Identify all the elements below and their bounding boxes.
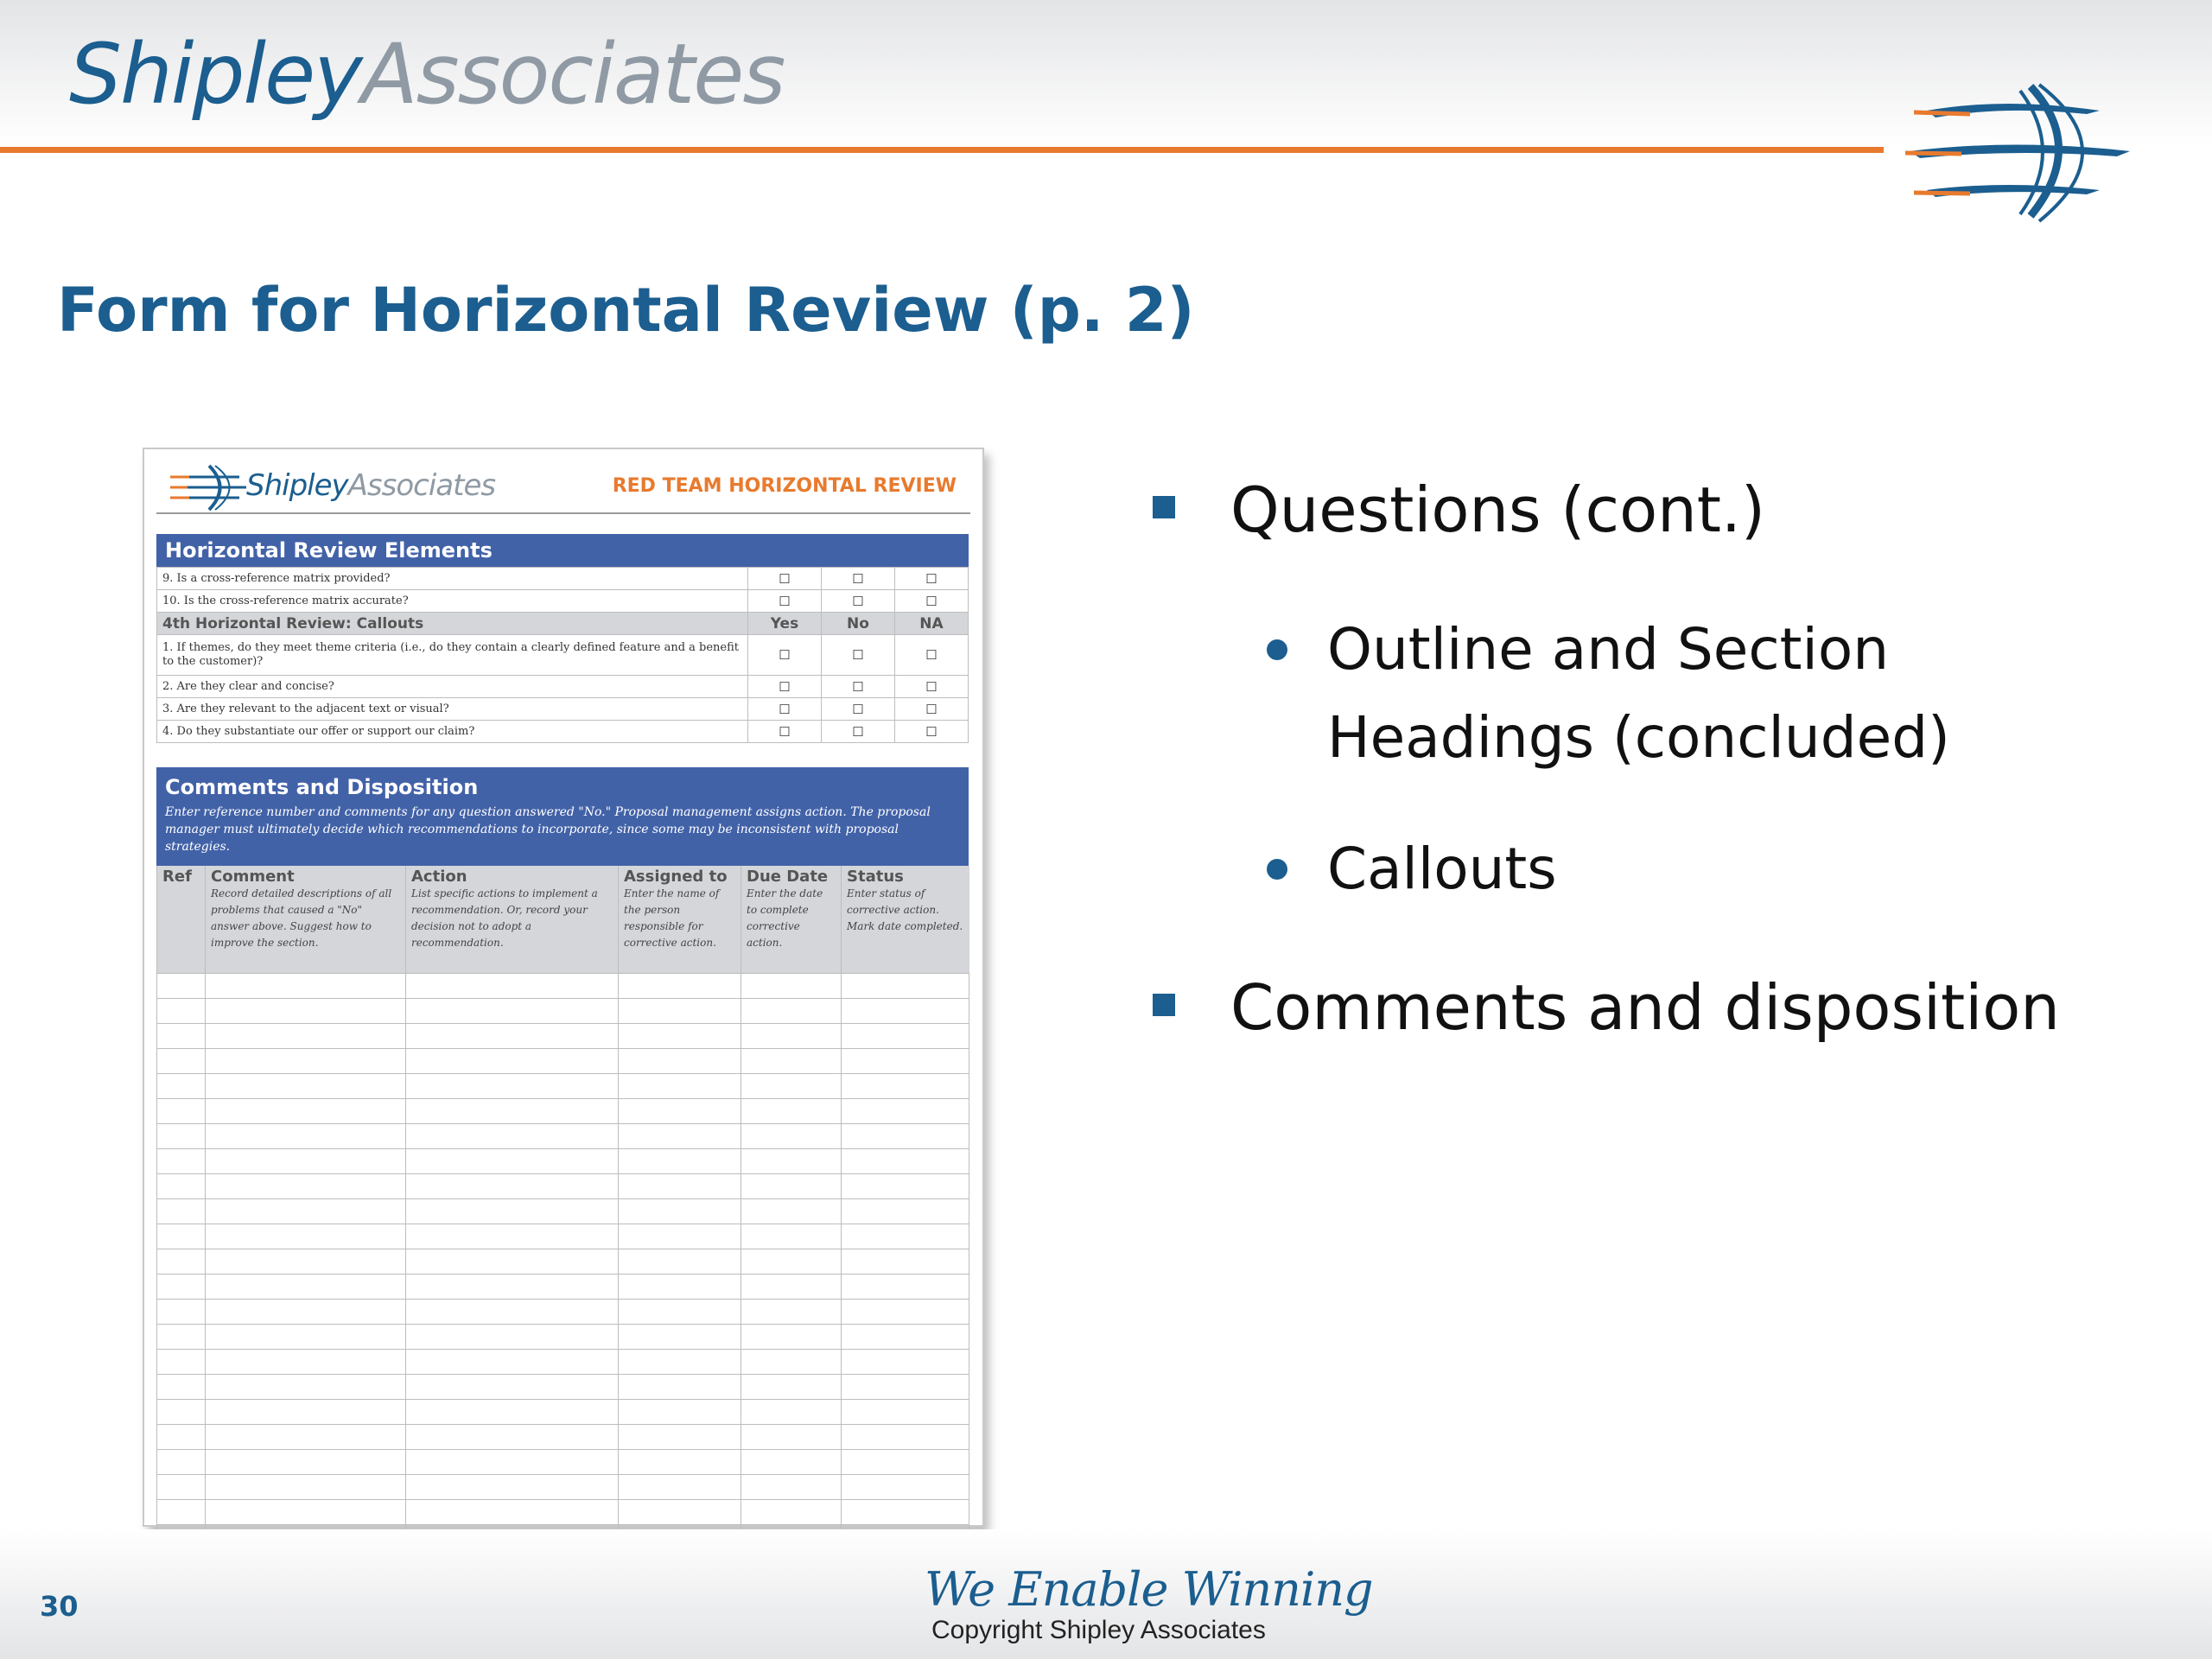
blank-cell [157,1450,206,1475]
slide-title: Form for Horizontal Review (p. 2) [57,275,1195,346]
blank-row [157,1475,969,1500]
questions-table [156,567,969,743]
blank-cell [157,1024,206,1049]
blank-cell [741,1400,842,1425]
blank-cell [206,1274,406,1300]
column-description: Enter the name of the person responsible for corrective action. [624,887,720,949]
blank-row [157,1500,969,1525]
blank-cell [406,1300,619,1325]
column-header: Assigned to [624,868,728,886]
question-text: 1. If themes, do they meet theme criteria (i.e., do they contain a clearly defined feature and a benefit to the customer)? [157,635,748,676]
blank-cell [157,1074,206,1099]
blank-cell [619,1400,741,1425]
comments-body [157,974,969,1550]
blank-cell [619,1224,741,1249]
blank-cell [842,974,969,999]
blank-row [157,1149,969,1174]
blank-row [157,999,969,1024]
blank-cell [741,1024,842,1049]
column-header: Comment [211,868,295,886]
blank-cell [619,1325,741,1350]
column-comment [206,866,406,974]
column-assigned-to [619,866,741,974]
section-title-comments: Comments and Disposition [165,775,479,799]
blank-cell [842,1450,969,1475]
checkbox-no[interactable]: ☐ [822,721,895,743]
blank-cell [741,1099,842,1124]
column-description: Enter status of corrective action. Mark date completed. [847,887,963,932]
blank-cell [206,1049,406,1074]
blank-cell [206,1174,406,1199]
blank-cell [206,1350,406,1375]
blank-cell [206,1124,406,1149]
blank-cell [206,1149,406,1174]
sub-bullet-outline-line2: Headings (concluded) [1327,704,1950,771]
blank-cell [842,1274,969,1300]
blank-cell [741,1375,842,1400]
blank-cell [406,1475,619,1500]
column-header: Ref [162,868,192,886]
blank-cell [406,1049,619,1074]
question-row [157,590,969,613]
checkbox-yes[interactable]: ☐ [748,676,822,698]
section-description-comments: Enter reference number and comments for any question answered "No." Proposal management assigns action. The proposal manager must ultimately decide which recommendations to incorporate, since some may be inconsistent with proposal strategies. [165,805,931,854]
blank-cell [406,1425,619,1450]
blank-cell [157,1400,206,1425]
blank-cell [206,1325,406,1350]
callouts-subheader [157,613,969,635]
blank-cell [741,1425,842,1450]
blank-cell [157,1049,206,1074]
checkbox-na[interactable]: ☐ [895,568,969,590]
blank-cell [619,1124,741,1149]
question-text: 2. Are they clear and concise? [157,676,748,698]
blank-cell [157,1224,206,1249]
header-rule [0,147,1884,153]
blank-row [157,1450,969,1475]
blank-cell [157,974,206,999]
blank-cell [619,1249,741,1274]
blank-cell [619,1475,741,1500]
blank-row [157,1425,969,1450]
blank-cell [741,1149,842,1174]
blank-cell [842,1350,969,1375]
blank-cell [619,1024,741,1049]
blank-cell [157,1124,206,1149]
column-status [842,866,969,974]
checkbox-no[interactable]: ☐ [822,676,895,698]
blank-cell [842,1174,969,1199]
blank-cell [842,1149,969,1174]
blank-cell [157,1475,206,1500]
form-globe-logo-icon [170,461,248,513]
blank-cell [157,1375,206,1400]
form-brand-text [246,468,495,503]
blank-cell [206,1450,406,1475]
blank-cell [842,1325,969,1350]
blank-cell [619,1099,741,1124]
question-text: 9. Is a cross-reference matrix provided? [157,568,748,590]
blank-cell [842,1400,969,1425]
blank-cell [157,1425,206,1450]
blank-row [157,1049,969,1074]
blank-cell [406,1124,619,1149]
checkbox-yes[interactable]: ☐ [748,590,822,613]
blank-row [157,1124,969,1149]
blank-row [157,1274,969,1300]
blank-cell [619,1425,741,1450]
blank-cell [157,1350,206,1375]
blank-cell [157,1149,206,1174]
form-title: RED TEAM HORIZONTAL REVIEW [612,475,957,497]
blank-cell [206,1500,406,1525]
blank-cell [406,1375,619,1400]
blank-cell [842,1425,969,1450]
blank-cell [842,1475,969,1500]
blank-cell [741,1224,842,1249]
blank-cell [842,1049,969,1074]
blank-cell [406,1174,619,1199]
blank-cell [406,974,619,999]
column-header: Status [847,868,904,886]
blank-cell [842,1300,969,1325]
blank-cell [406,1099,619,1124]
blank-cell [741,1274,842,1300]
blank-cell [619,974,741,999]
tagline: We Enable Winning [925,1562,1373,1617]
checkbox-na[interactable]: ☐ [895,590,969,613]
blank-cell [206,1475,406,1500]
column-description: List specific actions to implement a recommendation. Or, record your decision not to adopt a recommendation. [411,887,598,949]
blank-row [157,1074,969,1099]
checkbox-yes[interactable]: ☐ [748,698,822,721]
blank-row [157,1400,969,1425]
blank-row [157,1099,969,1124]
page-number: 30 [40,1590,79,1623]
blank-cell [842,1074,969,1099]
blank-cell [406,1274,619,1300]
column-header: Action [411,868,467,886]
blank-cell [842,1099,969,1124]
blank-cell [741,1350,842,1375]
blank-cell [206,1224,406,1249]
blank-cell [206,1199,406,1224]
blank-row [157,1350,969,1375]
column-header: Due Date [747,868,829,886]
blank-row [157,1375,969,1400]
blank-cell [619,1500,741,1525]
blank-cell [842,1199,969,1224]
column-ref [157,866,206,974]
blank-cell [157,1500,206,1525]
bullet-comments: Comments and disposition [1230,971,2060,1044]
blank-cell [741,1049,842,1074]
form-brand-part1: Shipley [246,468,348,503]
blank-cell [406,999,619,1024]
blank-cell [741,1074,842,1099]
blank-cell [842,1224,969,1249]
blank-cell [741,1124,842,1149]
bullet-dot-icon [1267,639,1287,660]
sub-bullet-callouts: Callouts [1327,836,1557,902]
blank-cell [619,1199,741,1224]
blank-cell [842,1500,969,1525]
column-action [406,866,619,974]
blank-cell [406,1325,619,1350]
checkbox-no[interactable]: ☐ [822,698,895,721]
blank-cell [406,1400,619,1425]
blank-cell [619,1375,741,1400]
question-text: 10. Is the cross-reference matrix accurate? [157,590,748,613]
blank-cell [842,1249,969,1274]
question-row [157,676,969,698]
comments-header-row [157,866,969,974]
checkbox-no[interactable]: ☐ [822,635,895,676]
blank-cell [406,1149,619,1174]
column-na: NA [895,613,969,635]
blank-row [157,1199,969,1224]
blank-cell [619,1300,741,1325]
column-description: Record detailed descriptions of all problems that caused a "No" answer above. Suggest how to improve the section. [211,887,392,949]
blank-row [157,1174,969,1199]
blank-cell [619,1350,741,1375]
form-brand-part2: Associates [347,468,496,503]
form-thumbnail [143,448,984,1527]
bullet-square-icon [1153,496,1175,518]
blank-row [157,1249,969,1274]
bullet-square-icon [1153,994,1175,1016]
checkbox-yes[interactable]: ☐ [748,635,822,676]
blank-row [157,1024,969,1049]
blank-cell [206,1024,406,1049]
blank-cell [741,1174,842,1199]
blank-cell [157,1099,206,1124]
blank-cell [206,999,406,1024]
sub-bullet-outline-line1: Outline and Section [1327,616,1890,683]
blank-cell [741,974,842,999]
blank-cell [157,1249,206,1274]
blank-cell [741,1300,842,1325]
blank-cell [741,1450,842,1475]
brand-part1: Shipley [69,26,361,123]
column-no: No [822,613,895,635]
blank-cell [406,1450,619,1475]
column-due-date [741,866,842,974]
blank-cell [206,1300,406,1325]
checkbox-no[interactable]: ☐ [822,590,895,613]
blank-cell [741,1249,842,1274]
bullet-dot-icon [1267,859,1287,880]
blank-cell [619,1074,741,1099]
blank-cell [206,1375,406,1400]
column-description: Enter the date to complete corrective action. [747,887,823,949]
blank-cell [741,1475,842,1500]
blank-cell [741,1199,842,1224]
blank-cell [206,974,406,999]
section-bar-comments [156,767,969,866]
blank-row [157,1325,969,1350]
blank-cell [206,1249,406,1274]
section-bar-review-elements [156,534,969,567]
blank-cell [406,1199,619,1224]
blank-cell [157,999,206,1024]
checkbox-yes[interactable]: ☐ [748,721,822,743]
blank-cell [406,1249,619,1274]
blank-cell [406,1500,619,1525]
blank-cell [157,1300,206,1325]
blank-cell [842,1375,969,1400]
form-rule [156,512,970,514]
blank-cell [619,1049,741,1074]
question-row [157,698,969,721]
globe-logo-icon [1901,69,2143,233]
checkbox-na[interactable]: ☐ [895,635,969,676]
question-row [157,721,969,743]
blank-row [157,1300,969,1325]
blank-cell [619,1149,741,1174]
blank-cell [206,1425,406,1450]
copyright-text: Copyright Shipley Associates [931,1616,1266,1644]
blank-cell [157,1325,206,1350]
blank-cell [842,999,969,1024]
blank-row [157,974,969,999]
blank-cell [206,1099,406,1124]
checkbox-no[interactable]: ☐ [822,568,895,590]
section-title-review-elements: Horizontal Review Elements [165,538,493,563]
blank-cell [157,1199,206,1224]
blank-cell [842,1124,969,1149]
checkbox-yes[interactable]: ☐ [748,568,822,590]
bullet-questions: Questions (cont.) [1230,474,1765,546]
blank-cell [206,1400,406,1425]
comments-table [156,866,969,1550]
blank-cell [619,1450,741,1475]
question-text: 4. Do they substantiate our offer or support our claim? [157,721,748,743]
checkbox-na[interactable]: ☐ [895,698,969,721]
checkbox-na[interactable]: ☐ [895,721,969,743]
blank-cell [741,1500,842,1525]
blank-cell [157,1274,206,1300]
question-row [157,568,969,590]
blank-cell [406,1074,619,1099]
brand-logo-text [69,26,784,123]
column-yes: Yes [748,613,822,635]
blank-cell [619,999,741,1024]
blank-cell [406,1024,619,1049]
blank-cell [619,1274,741,1300]
blank-cell [157,1174,206,1199]
question-row [157,635,969,676]
blank-cell [741,999,842,1024]
subheader-label: 4th Horizontal Review: Callouts [157,613,748,635]
blank-cell [406,1350,619,1375]
blank-cell [206,1074,406,1099]
blank-cell [406,1224,619,1249]
question-text: 3. Are they relevant to the adjacent text or visual? [157,698,748,721]
blank-cell [842,1024,969,1049]
blank-row [157,1224,969,1249]
brand-part2: Associates [360,26,785,123]
checkbox-na[interactable]: ☐ [895,676,969,698]
blank-cell [619,1174,741,1199]
blank-cell [741,1325,842,1350]
